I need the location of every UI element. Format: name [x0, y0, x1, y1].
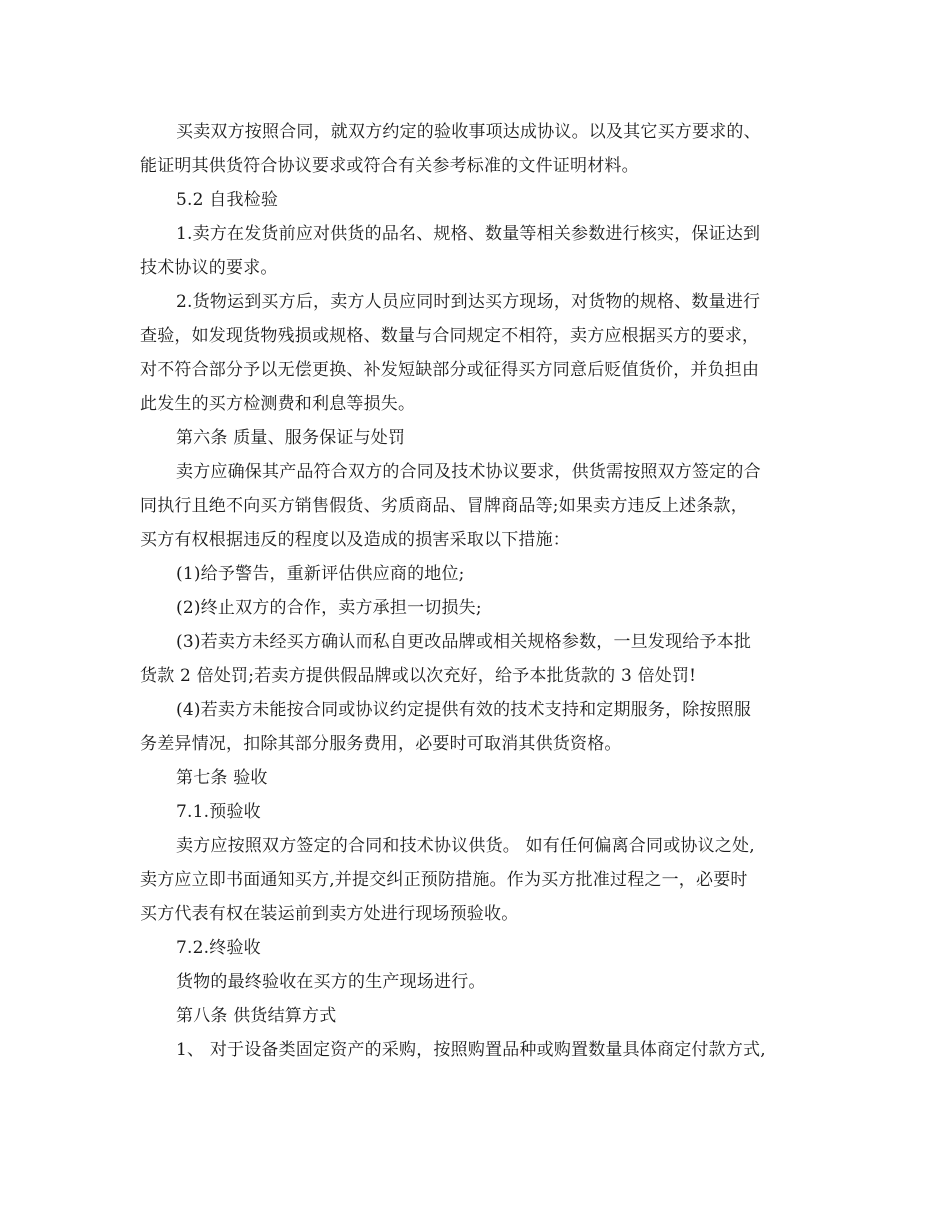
text-line: 卖方应按照双方签定的合同和技术协议供货。 如有任何偏离合同或协议之处,	[176, 836, 755, 856]
list-item: (1)给予警告，重新评估供应商的地位;	[176, 564, 465, 584]
article-heading: 第六条 质量、服务保证与处罚	[176, 428, 406, 448]
text-line: 对不符合部分予以无偿更换、补发短缺部分或征得买方同意后贬值货价，并负担由	[140, 360, 760, 380]
article-heading: 第七条 验收	[176, 768, 268, 788]
document-body	[140, 115, 812, 1067]
list-item: (2)终止双方的合作，卖方承担一切损失;	[176, 598, 482, 618]
text-line: 能证明其供货符合协议要求或符合有关参考标准的文件证明材料。	[140, 156, 639, 176]
list-item: (3)若卖方未经买方确认而私自更改品牌或相关规格参数，一旦发现给予本批	[176, 632, 752, 652]
text-line: 买卖双方按照合同，就双方约定的验收事项达成协议。以及其它买方要求的、	[176, 122, 761, 142]
article-heading: 第八条 供货结算方式	[176, 1006, 337, 1026]
text-line: 买方有权根据违反的程度以及造成的损害采取以下措施：	[140, 530, 570, 550]
text-line: 务差异情况，扣除其部分服务费用，必要时可取消其供货资格。	[140, 734, 622, 754]
text-line: 技术协议的要求。	[140, 258, 278, 278]
text-line: 同执行且绝不向买方销售假货、劣质商品、冒牌商品等;如果卖方违反上述条款，	[140, 496, 748, 516]
list-item: 1、 对于设备类固定资产的采购，按照购置品种或购置数量具体商定付款方式,	[176, 1040, 766, 1060]
text-line: 卖方应立即书面通知买方,并提交纠正预防措施。作为买方批准过程之一，必要时	[140, 870, 748, 890]
text-line: 1.卖方在发货前应对供货的品名、规格、数量等相关参数进行核实，保证达到	[176, 224, 761, 244]
list-item: (4)若卖方未能按合同或协议约定提供有效的技术支持和定期服务，除按照服	[176, 700, 752, 720]
section-heading: 7.2.终验收	[176, 938, 261, 958]
text-line: 卖方应确保其产品符合双方的合同及技术协议要求，供货需按照双方签定的合	[176, 462, 761, 482]
text-line: 此发生的买方检测费和利息等损失。	[140, 394, 416, 414]
text-line: 货物的最终验收在买方的生产现场进行。	[176, 972, 486, 992]
text-line: 买方代表有权在装运前到卖方处进行现场预验收。	[140, 904, 519, 924]
text-line: 查验，如发现货物残损或规格、数量与合同规定不相符，卖方应根据买方的要求，	[140, 326, 760, 346]
text-line: 2.货物运到买方后，卖方人员应同时到达买方现场，对货物的规格、数量进行	[176, 292, 761, 312]
section-heading: 7.1.预验收	[176, 802, 261, 822]
section-heading: 5.2 自我检验	[176, 190, 279, 210]
text-line: 货款 2 倍处罚;若卖方提供假品牌或以次充好，给予本批货款的 3 倍处罚!	[140, 666, 697, 686]
